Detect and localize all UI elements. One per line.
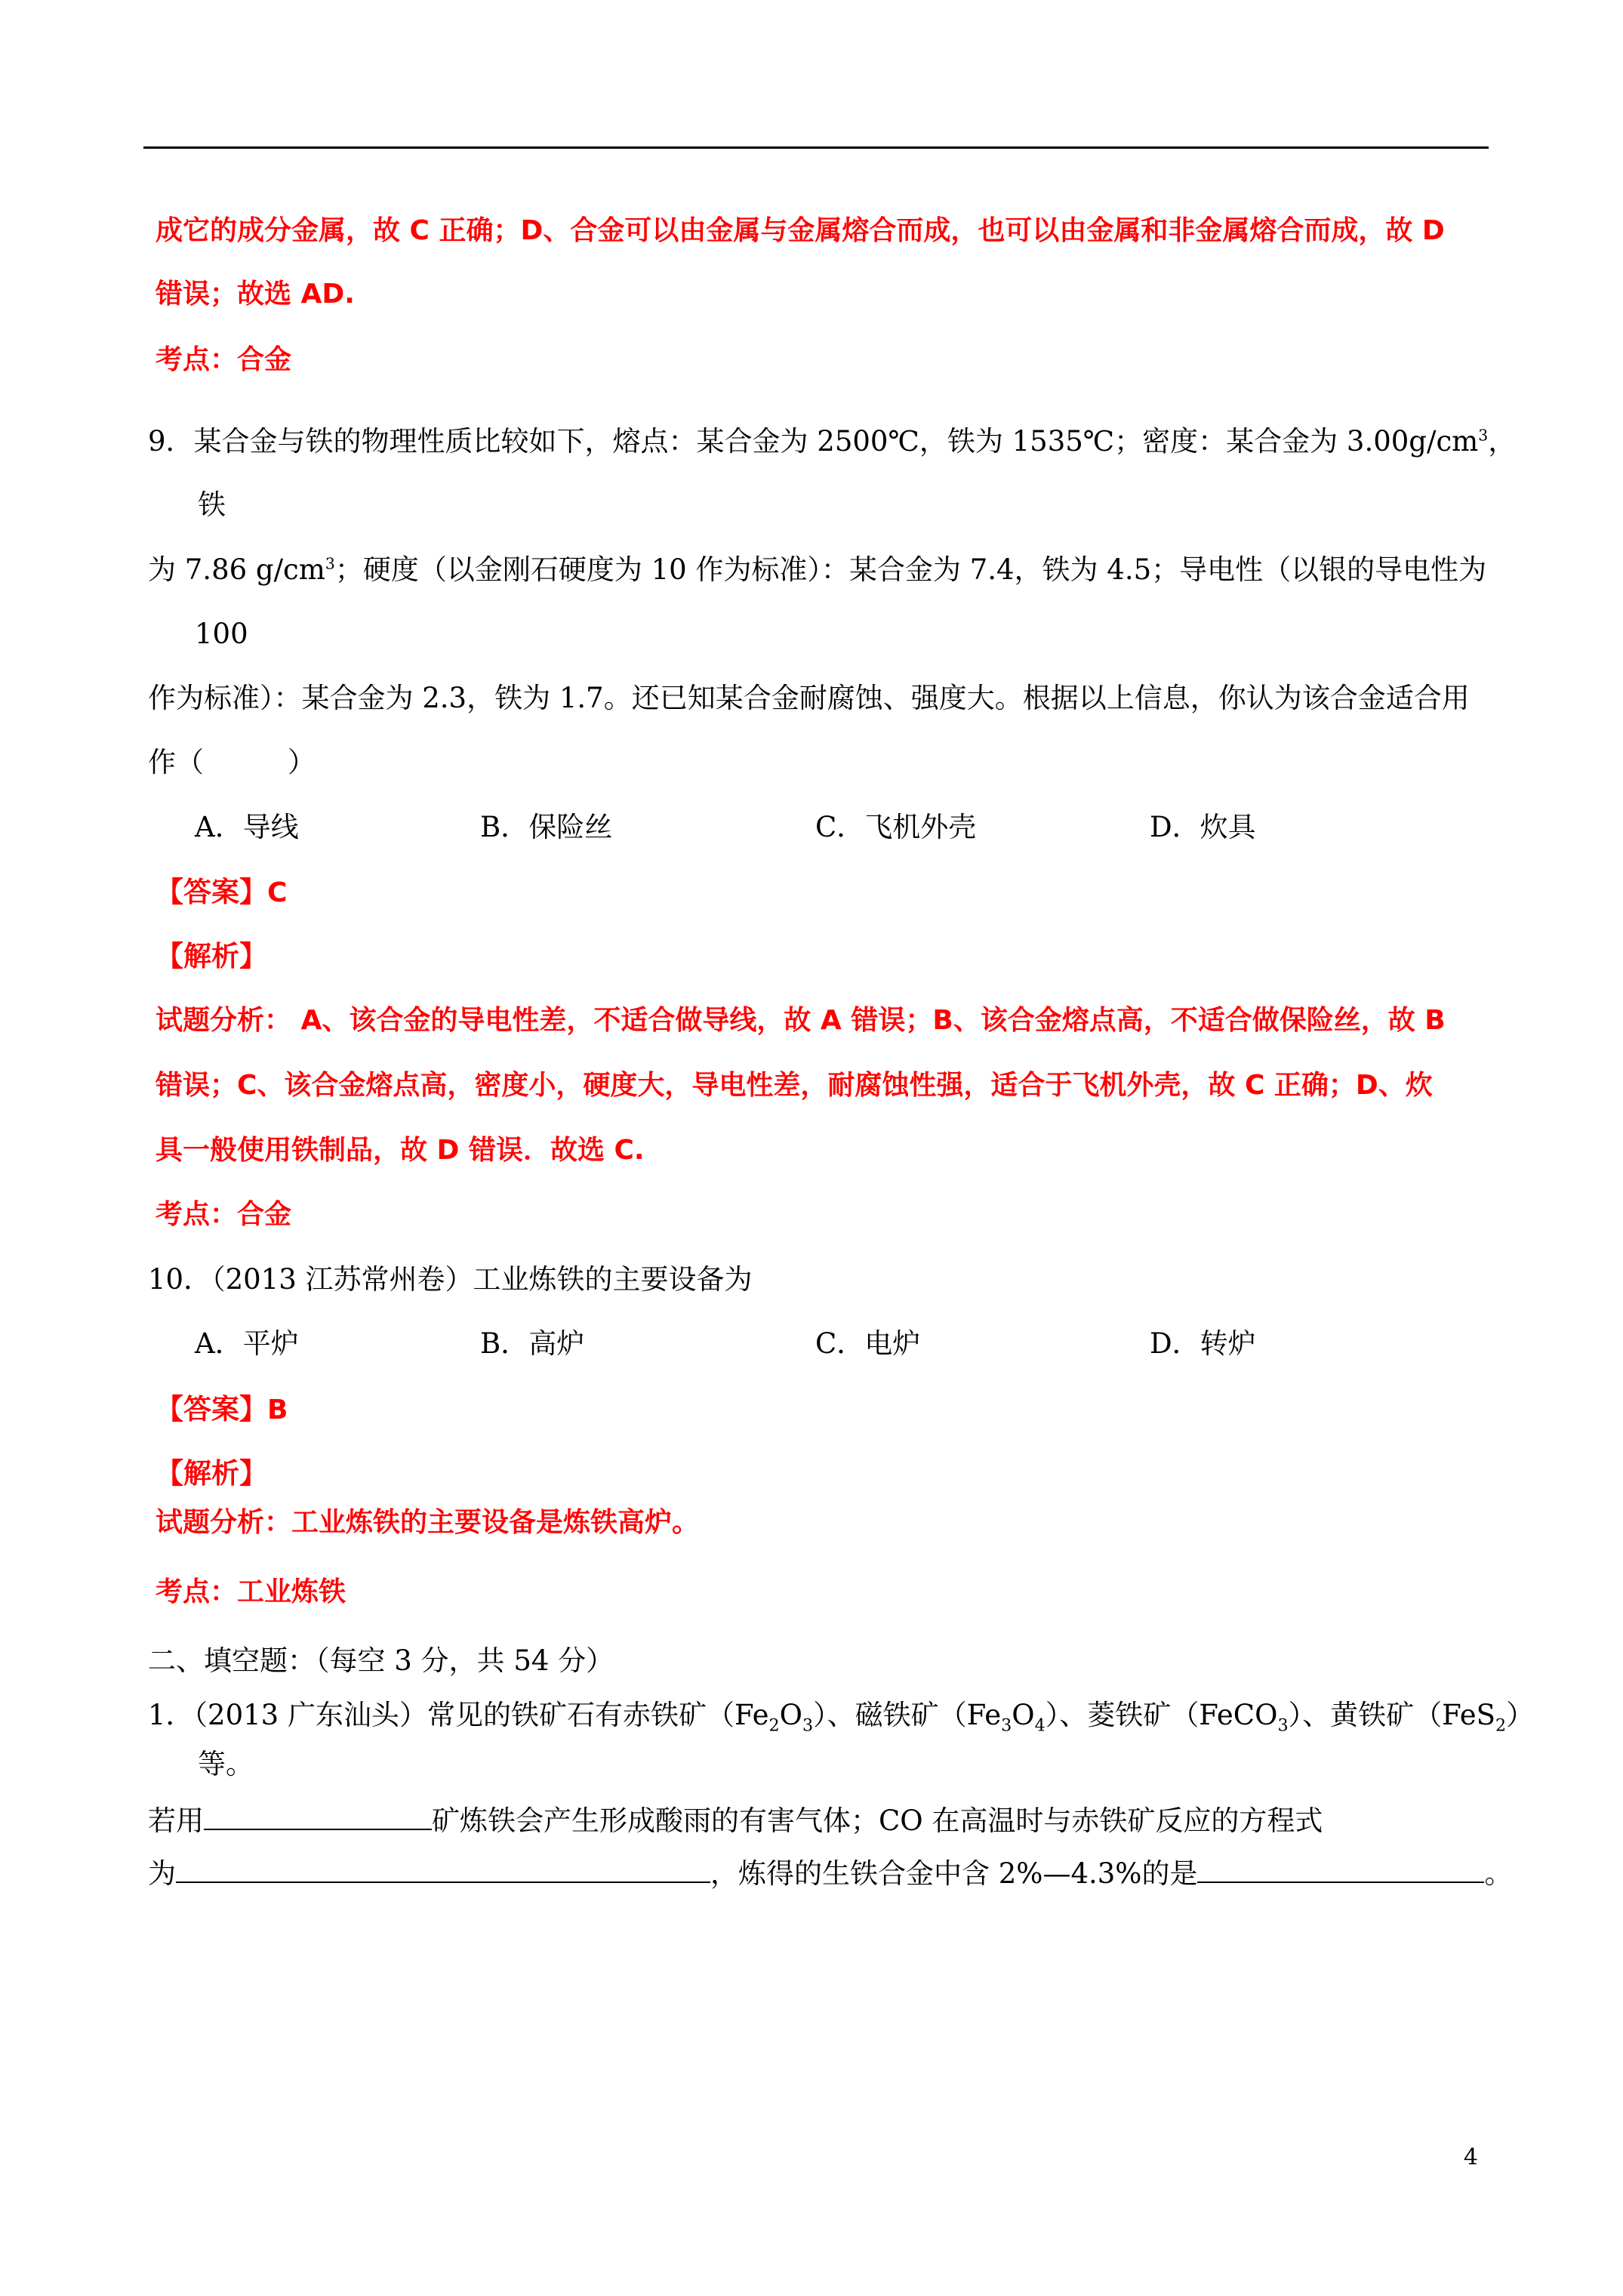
fill-text: ，炼得的生铁合金中含 2%—4.3%的是 <box>710 1857 1198 1890</box>
kaodian-label: 考点： <box>156 344 238 375</box>
superscript: 3 <box>1478 426 1489 445</box>
subscript: 3 <box>1001 1715 1012 1736</box>
q9-option-d: D．炊具 <box>1150 811 1256 843</box>
q10-option-d: D．转炉 <box>1150 1327 1256 1360</box>
fill-text: 。 <box>1484 1857 1513 1890</box>
fill-text: ）、黄铁矿（FeS <box>1288 1699 1495 1731</box>
fill-text: 为 <box>148 1857 176 1890</box>
fill1-line1-cont: 等。 <box>198 1748 254 1780</box>
answer-value: C <box>267 877 288 908</box>
q9-stem-line3: 作为标准）：某合金为 2.3，铁为 1.7。还已知某合金耐腐蚀、强度大。根据以上信息，你认为该合金适合用 <box>148 682 1470 714</box>
kaodian-label: 考点： <box>156 1199 238 1230</box>
q9-option-a: A．导线 <box>195 811 299 843</box>
q9-text: 为 7.86 g/cm <box>148 553 325 586</box>
q9-analysis-line1: 试题分析： A、该合金的导电性差，不适合做导线，故 A 错误；B、该合金熔点高，不适合做保险丝，故 B <box>156 1005 1446 1036</box>
kaodian-label: 考点： <box>156 1576 238 1607</box>
answer-value: B <box>267 1395 288 1425</box>
subscript: 3 <box>1277 1715 1289 1736</box>
fill-text: 1．（2013 广东汕头）常见的铁矿石有赤铁矿（Fe <box>148 1699 769 1731</box>
q10-option-b: B．高炉 <box>480 1327 585 1360</box>
fill-text: ） <box>1506 1699 1535 1731</box>
q9-option-c: C．飞机外壳 <box>815 811 977 843</box>
section2-heading: 二、填空题：（每空 3 分，共 54 分） <box>148 1644 614 1677</box>
fill-text: 矿炼铁会产生形成酸雨的有害气体；CO 在高温时与赤铁矿反应的方程式 <box>432 1804 1323 1837</box>
q9-analysis-line3: 具一般使用铁制品，故 D 错误．故选 C. <box>156 1135 645 1166</box>
answer-blank[interactable] <box>1197 1856 1484 1883</box>
answer-label: 【答案】 <box>156 876 267 908</box>
q9-analysis-label: 【解析】 <box>156 940 267 972</box>
q9-text: 9．某合金与铁的物理性质比较如下，熔点：某合金为 2500℃，铁为 1535℃；密度：某合金为 3.00g/cm <box>148 425 1479 458</box>
answer-blank[interactable] <box>176 1856 710 1883</box>
subscript: 4 <box>1034 1715 1046 1736</box>
q9-answer <box>156 876 287 910</box>
q10-answer <box>156 1393 288 1427</box>
q9-stem-line1 <box>148 425 1516 458</box>
prev-kaodian <box>156 344 291 377</box>
q9-stem-line4: 作（ ） <box>148 746 316 778</box>
subscript: 2 <box>768 1715 780 1736</box>
header-rule <box>143 146 1489 149</box>
kaodian-value: 合金 <box>237 1199 292 1230</box>
q10-analysis-line1: 试题分析：工业炼铁的主要设备是炼铁高炉。 <box>156 1507 700 1538</box>
q9-option-b: B．保险丝 <box>480 811 613 843</box>
fill-text: O <box>1012 1699 1035 1731</box>
subscript: 2 <box>1495 1715 1507 1736</box>
subscript: 3 <box>802 1715 814 1736</box>
fill1-line2 <box>148 1803 1323 1838</box>
superscript: 3 <box>325 554 335 573</box>
q9-kaodian <box>156 1198 291 1231</box>
q10-kaodian <box>156 1576 346 1609</box>
q10-option-c: C．电炉 <box>815 1327 921 1360</box>
prev-analysis-line1: 成它的成分金属，故 C 正确；D、合金可以由金属与金属熔合而成，也可以由金属和非金属熔合而成，故 D <box>156 215 1445 246</box>
answer-blank[interactable] <box>204 1803 432 1830</box>
answer-label: 【答案】 <box>156 1393 267 1425</box>
kaodian-value: 工业炼铁 <box>237 1576 346 1607</box>
q9-analysis-line2: 错误；C、该合金熔点高，密度小，硬度大，导电性差，耐腐蚀性强，适合于飞机外壳，故 C 正确；D、炊 <box>156 1070 1433 1101</box>
q9-stem-line1-cont: 铁 <box>198 488 226 521</box>
fill-text: ）、菱铁矿（FeCO <box>1045 1699 1278 1731</box>
fill-text: 若用 <box>148 1804 204 1837</box>
kaodian-value: 合金 <box>237 344 292 375</box>
fill1-line1 <box>148 1699 1535 1736</box>
q10-analysis-label: 【解析】 <box>156 1457 267 1490</box>
fill-text: ）、磁铁矿（Fe <box>813 1699 1002 1731</box>
page-number: 4 <box>1463 2144 1478 2171</box>
q10-stem: 10．（2013 江苏常州卷）工业炼铁的主要设备为 <box>148 1263 753 1296</box>
q10-option-a: A．平炉 <box>195 1327 299 1360</box>
fill-text: O <box>779 1699 802 1731</box>
fill1-line3 <box>148 1856 1512 1891</box>
prev-analysis-line2: 错误；故选 AD. <box>156 279 355 310</box>
q9-text: ；硬度（以金刚石硬度为 10 作为标准）：某合金为 7.4，铁为 4.5；导电性（以银的导电性为 <box>334 553 1487 586</box>
q9-stem-line2 <box>148 553 1486 587</box>
q9-text: ， <box>1488 425 1517 458</box>
q9-stem-line2-cont: 100 <box>195 618 248 650</box>
